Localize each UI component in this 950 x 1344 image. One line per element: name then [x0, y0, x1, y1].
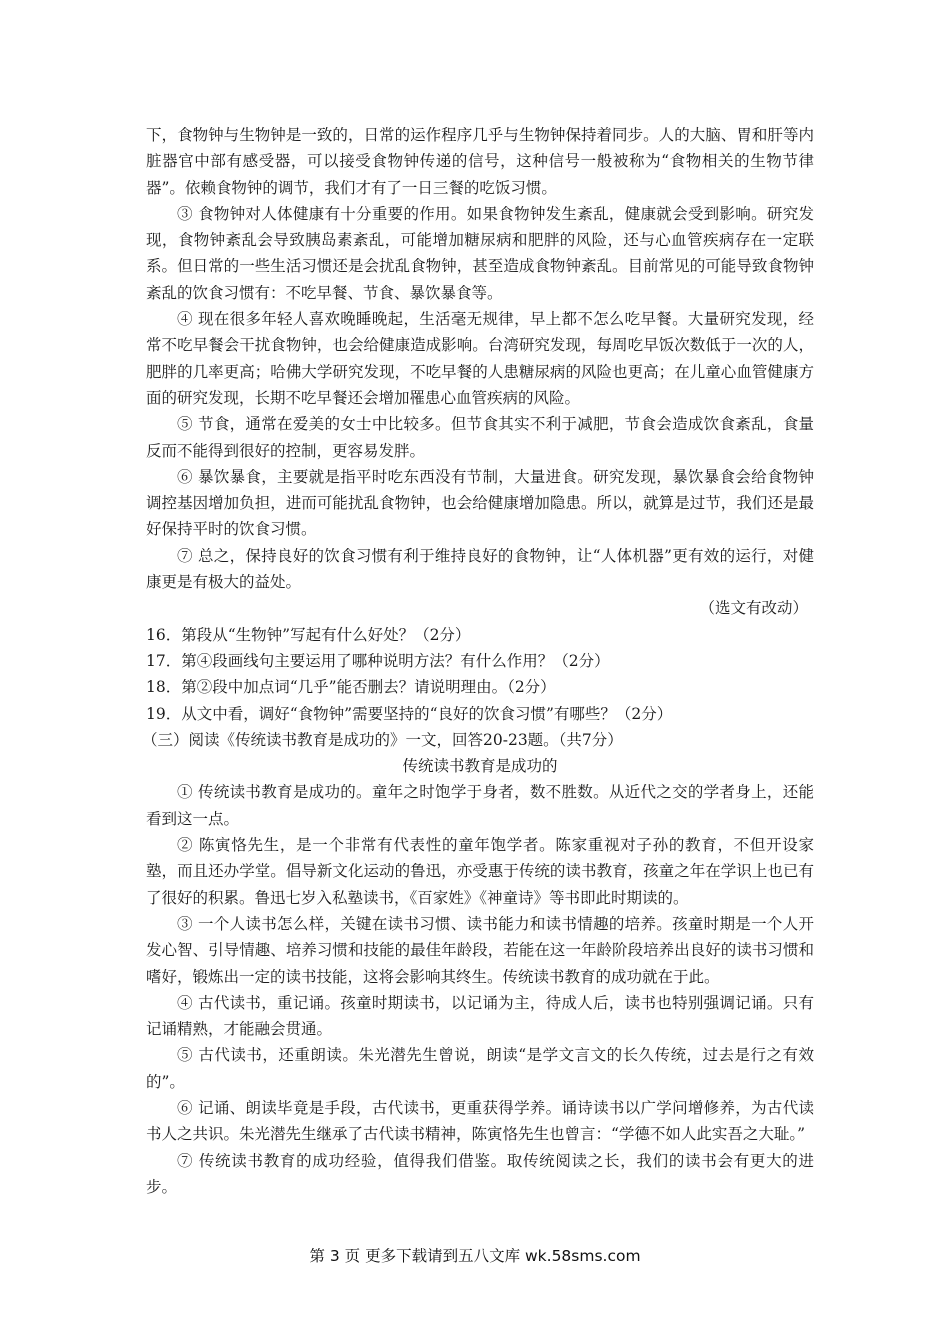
question-17: 17．第④段画线句主要运用了哪种说明方法？有什么作用？（2分）: [146, 651, 610, 670]
question-18: 18．第②段中加点词“几乎”能否删去？请说明理由。（2分）: [146, 678, 556, 697]
article-paragraph-6: ⑥ 记诵、朗读毕竟是手段，古代读书，更重获得学养。诵诗读书以广学问增修养，为古代读书人之共识。朱光潜先生继承了古代读书精神，陈寅恪先生也曾言：“学德不如人此实吾之大耻。”: [146, 1098, 814, 1144]
article-paragraph-1: ① 传统读书教育是成功的。童年之时饱学于身者，数不胜数。从近代之交的学者身上，还能看到这一点。: [146, 783, 814, 828]
passage-paragraph-continued: 下，食物钟与生物钟是一致的，日常的运作程序几乎与生物钟保持着同步。人的大脑、胃和肝等内脏器官中部有感受器，可以接受食物钟传递的信号，这种信号一般被称为“食物相关的生物节律器”。依赖食物钟的调节，我们才有了一日三餐的吃饭习惯。: [146, 126, 814, 197]
passage-paragraph-5: ⑤ 节食，通常在爱美的女士中比较多。但节食其实不利于减肥，节食会造成饮食紊乱，食量反而不能得到很好的控制，更容易发胖。: [146, 415, 814, 460]
page-content: [142, 122, 814, 1200]
passage-paragraph-3: ③ 食物钟对人体健康有十分重要的作用。如果食物钟发生紊乱，健康就会受到影响。研究发现，食物钟紊乱会导致胰岛素紊乱，可能增加糖尿病和肥胖的风险，还与心血管疾病存在一定联系。但日常的一些生活习惯还是会扰乱食物钟，甚至造成食物钟紊乱。目前常见的可能导致食物钟紊乱的饮食习惯有：不吃早餐、节食、暴饮暴食等。: [146, 204, 814, 302]
section-intro: （三）阅读《传统读书教育是成功的》一文，回答20-23题。（共7分）: [142, 730, 623, 749]
page-footer: 第 3 页 更多下载请到五八文库 wk.58sms.com: [309, 1247, 641, 1265]
question-19: 19．从文中看，调好“食物钟”需要坚持的“良好的饮食习惯”有哪些？（2分）: [146, 704, 673, 723]
article-paragraph-5: ⑤ 古代读书，还重朗读。朱光潜先生曾说，朗读“是学文言文的长久传统，过去是行之有效的”。: [146, 1046, 814, 1091]
passage-paragraph-4: ④ 现在很多年轻人喜欢晚睡晚起，生活毫无规律，早上都不怎么吃早餐。大量研究发现，经常不吃早餐会干扰食物钟，也会给健康造成影响。台湾研究发现，每周吃早饭次数低于一次的人，肥胖的几率更高；哈佛大学研究发现，不吃早餐的人患糖尿病的风险也更高；在儿童心血管健康方面的研究发现，长期不吃早餐还会增加罹患心血管疾病的风险。: [146, 310, 814, 407]
article-paragraph-2: ② 陈寅恪先生，是一个非常有代表性的童年饱学者。陈家重视对子孙的教育，不但开设家塾，而且还办学堂。倡导新文化运动的鲁迅，亦受惠于传统的读书教育，孩童之年在学识上也已有了很好的积累。鲁迅七岁入私塾读书，《百家姓》《神童诗》等书即此时期读的。: [146, 836, 814, 907]
article-paragraph-3: ③ 一个人读书怎么样，关键在读书习惯、读书能力和读书情趣的培养。孩童时期是一个人开发心智、引导情趣、培养习惯和技能的最佳年龄段，若能在这一年龄阶段培养出良好的读书习惯和嗜好，锻炼出一定的读书技能，这将会影响其终生。传统读书教育的成功就在于此。: [146, 914, 814, 986]
question-16: 16．第段从“生物钟”写起有什么好处？（2分）: [146, 625, 471, 644]
article-paragraph-7: ⑦ 传统读书教育的成功经验，值得我们借鉴。取传统阅读之长，我们的读书会有更大的进步。: [146, 1151, 814, 1196]
source-note: （选文有改动）: [699, 599, 808, 618]
article-title: 传统读书教育是成功的: [402, 757, 558, 776]
passage-paragraph-7: ⑦ 总之，保持良好的饮食习惯有利于维持良好的食物钟，让“人体机器”更有效的运行，对健康更是有极大的益处。: [146, 546, 814, 592]
passage-paragraph-6: ⑥ 暴饮暴食，主要就是指平时吃东西没有节制，大量进食。研究发现，暴饮暴食会给食物钟调控基因增加负担，进而可能扰乱食物钟，也会给健康增加隐患。所以，就算是过节，我们还是最好保持平时的饮食习惯。: [146, 467, 814, 539]
article-paragraph-4: ④ 古代读书，重记诵。孩童时期读书，以记诵为主，待成人后，读书也特别强调记诵。只有记诵精熟，才能融会贯通。: [146, 993, 814, 1039]
